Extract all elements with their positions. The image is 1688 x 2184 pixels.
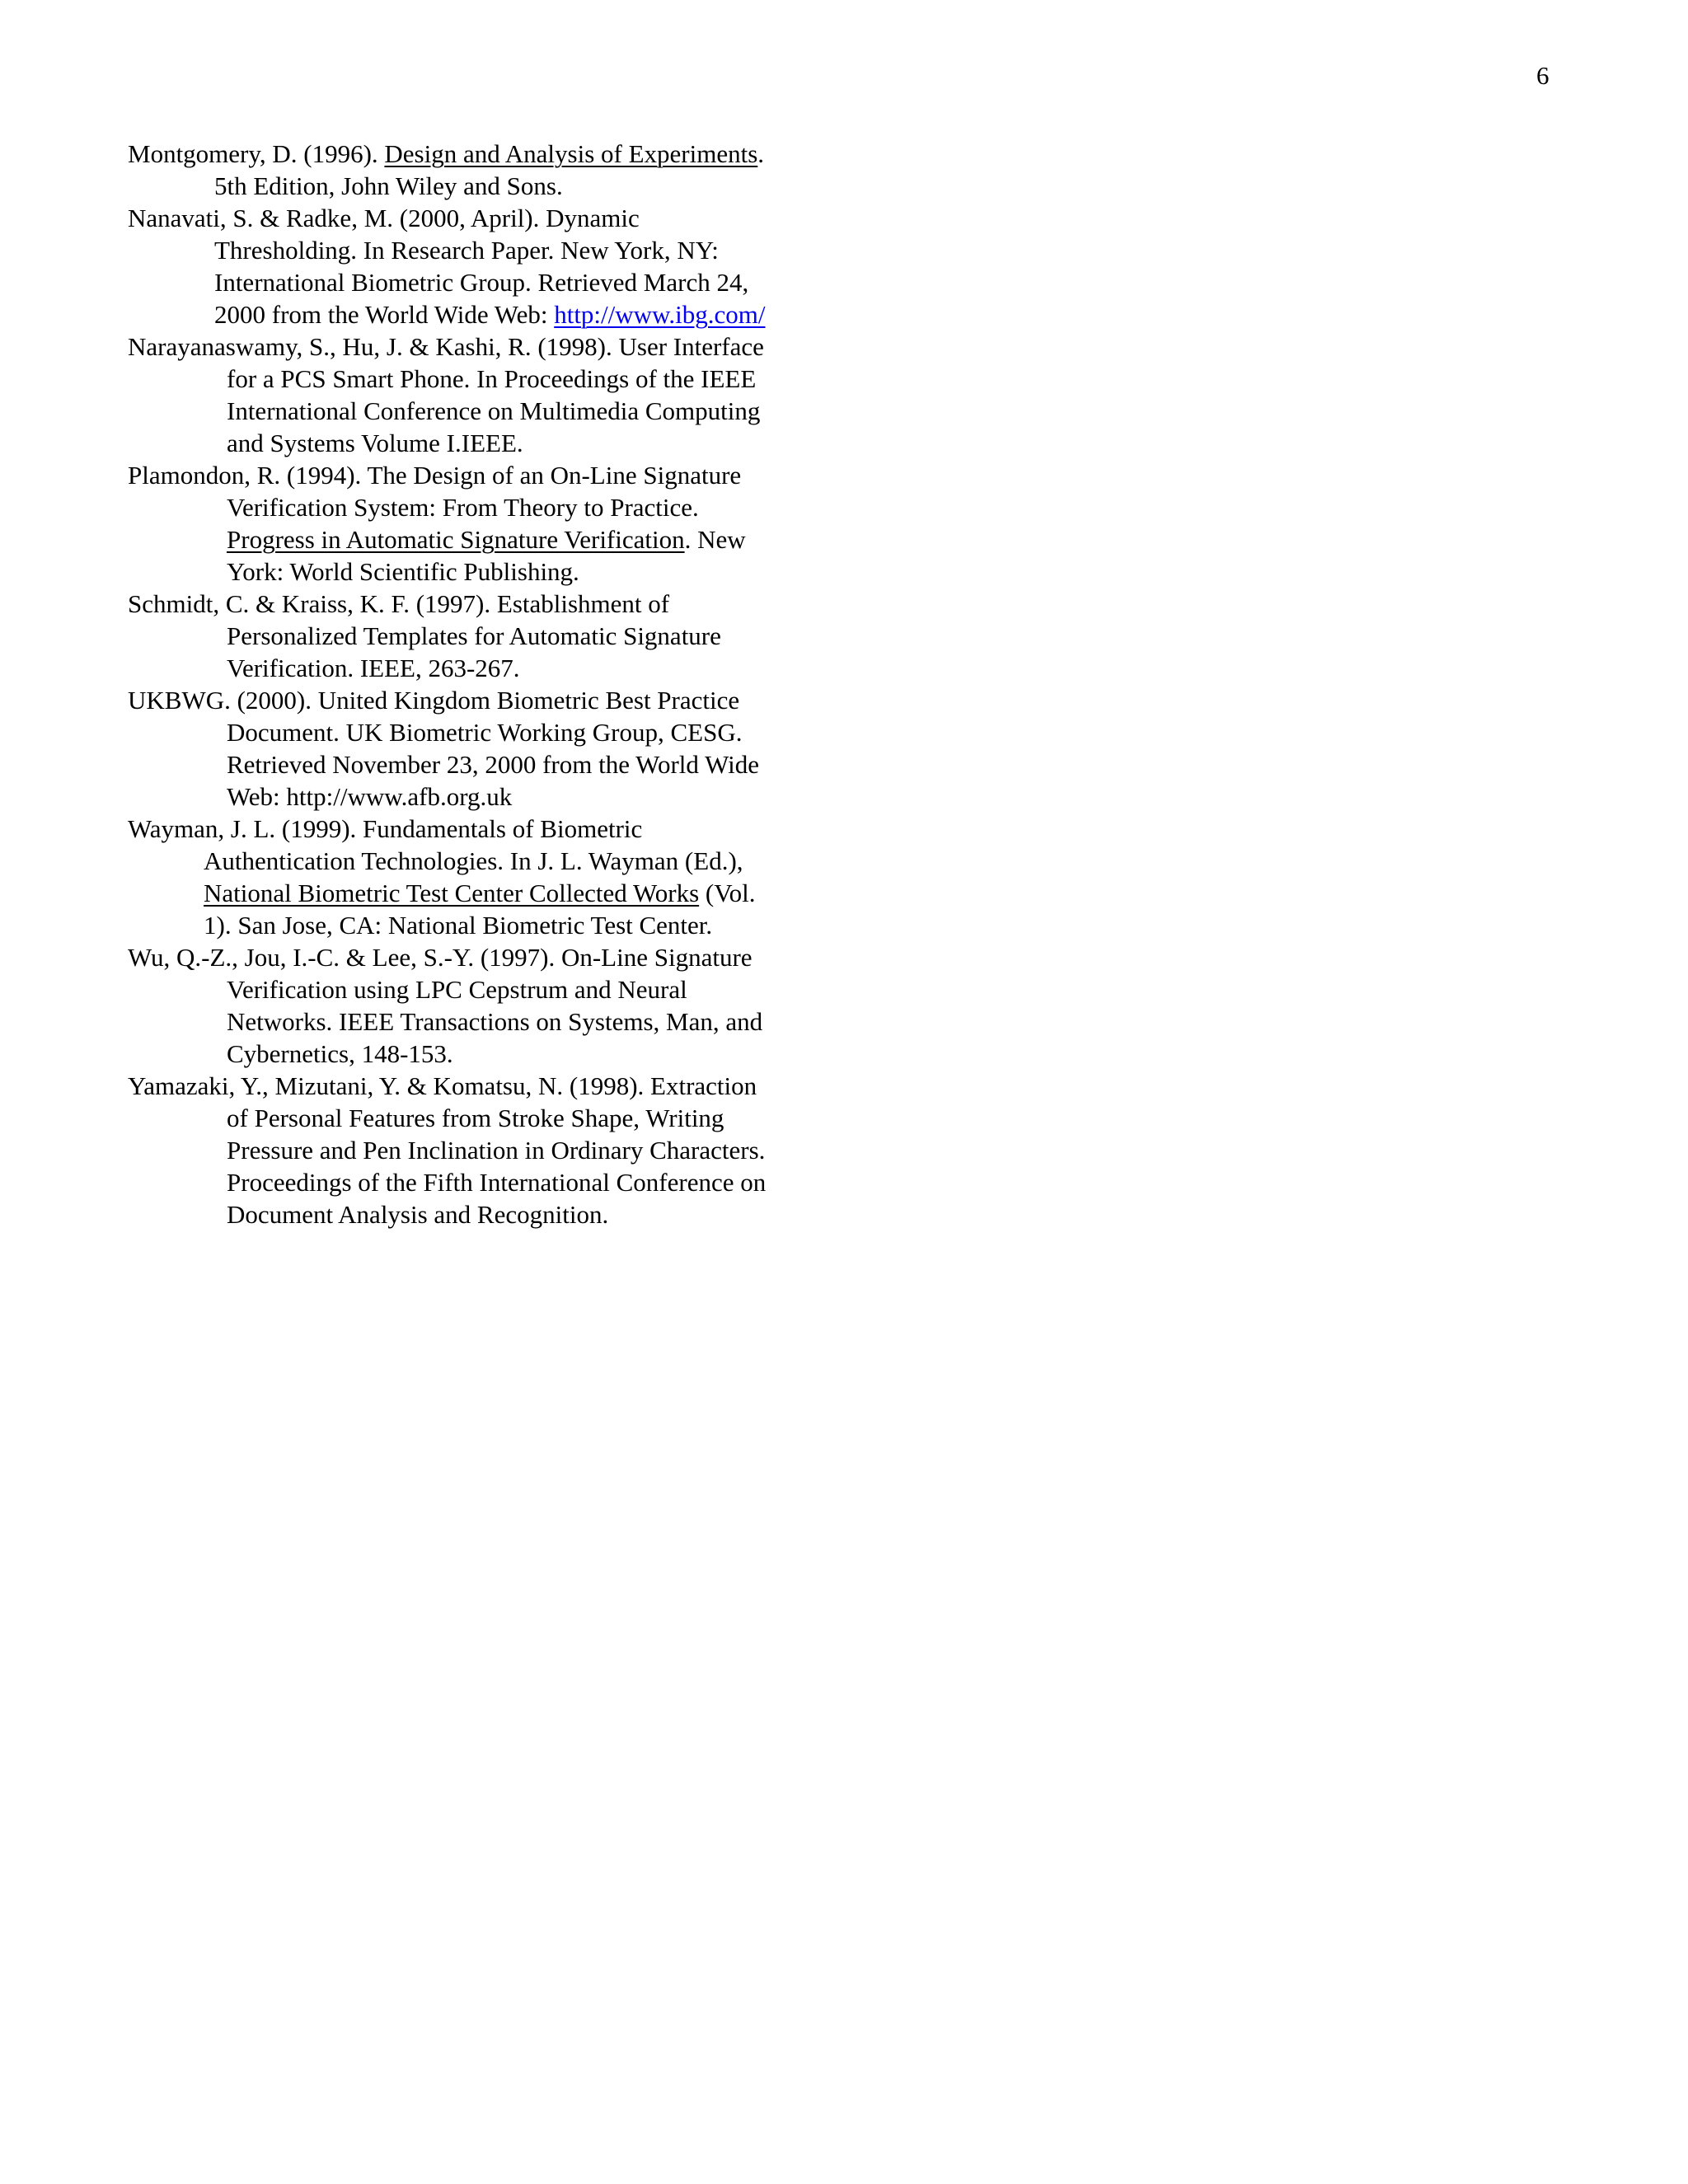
reference-text: 2000 from the World Wide Web: (214, 300, 555, 329)
reference-yamazaki (128, 1070, 870, 1230)
reference-text: Retrieved November 23, 2000 from the World Wide (227, 750, 759, 779)
reference-schmidt (128, 588, 870, 684)
reference-text: International Conference on Multimedia Computing (227, 396, 761, 425)
reference-text: 5th Edition, John Wiley and Sons. (214, 171, 563, 200)
reference-text: for a PCS Smart Phone. In Proceedings of the IEEE (227, 364, 757, 393)
reference-text: Pressure and Pen Inclination in Ordinary Characters. (227, 1136, 766, 1165)
reference-text: 1). San Jose, CA: National Biometric Test Center. (204, 911, 713, 940)
reference-title: Progress in Automatic Signature Verification (227, 525, 685, 554)
reference-title: Design and Analysis of Experiments (384, 139, 758, 168)
reference-text: Plamondon, R. (1994). The Design of an On-Line Signature (128, 461, 742, 490)
reference-text: Proceedings of the Fifth International Conference on (227, 1168, 767, 1197)
reference-text: Cybernetics, 148-153. (227, 1039, 453, 1068)
reference-text: . New (684, 525, 746, 554)
reference-text: Schmidt, C. & Kraiss, K. F. (1997). Establishment of (128, 589, 670, 618)
reference-text: Web: http://www.afb.org.uk (227, 782, 513, 811)
reference-text: Narayanaswamy, S., Hu, J. & Kashi, R. (1998). User Interface (128, 332, 764, 361)
reference-text: Verification System: From Theory to Practice. (227, 493, 699, 522)
reference-text: Wayman, J. L. (1999). Fundamentals of Biometric (128, 814, 643, 843)
page-number: 6 (1536, 61, 1550, 90)
reference-text: Verification. IEEE, 263-267. (227, 654, 520, 682)
reference-text: Networks. IEEE Transactions on Systems, Man, and (227, 1007, 763, 1036)
reference-text: . (757, 139, 765, 168)
reference-plamondon (128, 459, 870, 588)
reference-text: Verification using LPC Cepstrum and Neural (227, 975, 687, 1004)
reference-text: Document Analysis and Recognition. (227, 1200, 609, 1229)
reference-text: Montgomery, D. (1996). (128, 139, 385, 168)
reference-ukbwg (128, 684, 870, 813)
reference-nanavati (128, 202, 870, 330)
reference-text: UKBWG. (2000). United Kingdom Biometric Best Practice (128, 686, 740, 715)
reference-text: International Biometric Group. Retrieved March 24, (214, 268, 749, 297)
reference-text: Document. UK Biometric Working Group, CESG. (227, 718, 743, 747)
reference-text: (Vol. (699, 879, 756, 907)
reference-text: Nanavati, S. & Radke, M. (2000, April). Dynamic (128, 204, 640, 232)
reference-narayanaswamy (128, 330, 870, 459)
reference-montgomery (128, 138, 870, 202)
reference-text: Authentication Technologies. In J. L. Wayman (Ed.), (204, 846, 743, 875)
reference-wayman (128, 813, 870, 941)
reference-text: Thresholding. In Research Paper. New York, NY: (214, 236, 719, 265)
reference-text: York: World Scientific Publishing. (227, 557, 579, 586)
reference-text: Yamazaki, Y., Mizutani, Y. & Komatsu, N. (1998). Extraction (128, 1071, 757, 1100)
reference-text: of Personal Features from Stroke Shape, Writing (227, 1104, 724, 1132)
reference-title: National Biometric Test Center Collected Works (204, 879, 700, 907)
reference-link-ibg[interactable]: http://www.ibg.com/ (554, 300, 766, 329)
reference-text: Personalized Templates for Automatic Signature (227, 621, 721, 650)
reference-text: and Systems Volume I.IEEE. (227, 429, 523, 457)
reference-wu (128, 941, 870, 1070)
reference-list (128, 138, 870, 1230)
reference-text: Wu, Q.-Z., Jou, I.-C. & Lee, S.-Y. (1997). On-Line Signature (128, 943, 753, 972)
